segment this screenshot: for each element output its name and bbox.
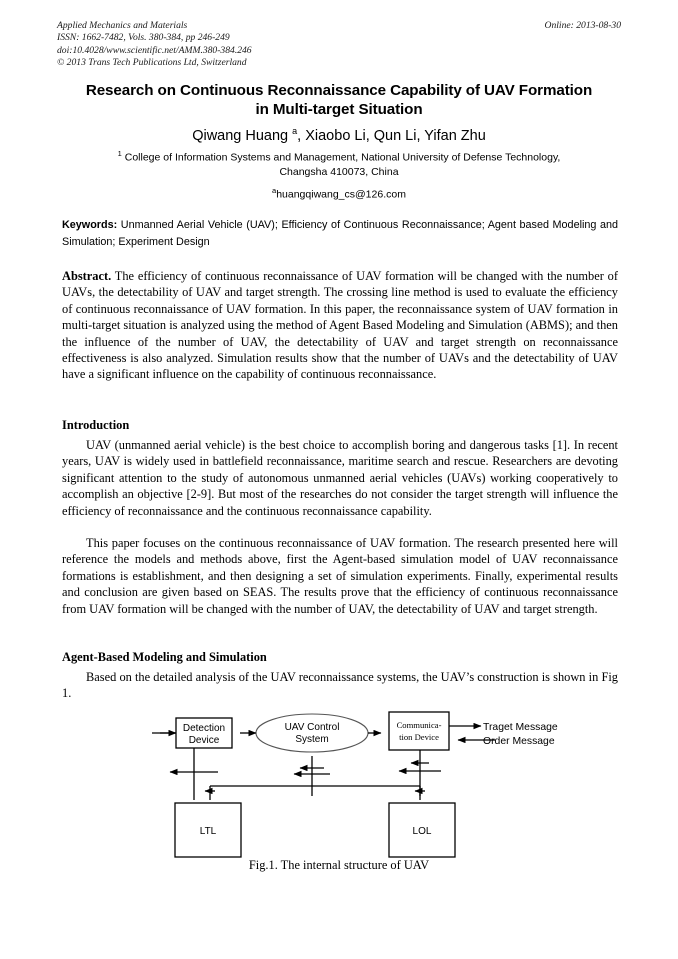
uav-control-label-line2: System [295, 734, 329, 745]
uav-control-label-line1: UAV Control [284, 722, 340, 733]
detection-device-label-line2: Device [188, 735, 220, 746]
ltl-label: LTL [199, 826, 217, 837]
email-address: huangqiwang_cs@126.com [276, 188, 406, 201]
communication-device-label-line1: Communica- [396, 720, 442, 730]
abstract-text: The efficiency of continuous reconnaissance of UAV formation will be changed with the number of UAVs, the detectability of UAV and target strength. The crossing line method is used to evaluate the efficiency of continuous reconnaissance of UAV formation. In this paper, the reconnaissance system of UAV formation in multi-target situation is analyzed using the method of Agent Based Modeling and Simulation (ABMS); and then the influence of the number of UAV, the detectability of UAV and target strength on reconnaissance effectiveness is also analyzed. Simulation results show that the number of UAVs and the detectability of UAV have a significant influence on the capability of continuous reconnaissance. [62, 269, 618, 382]
journal-issn: ISSN: 1662-7482, Vols. 380-384, pp 246-249 [57, 32, 230, 44]
journal-doi: doi:10.4028/www.scientific.net/AMM.380-384.246 [57, 44, 252, 56]
author-email [57, 184, 621, 202]
email-marker: a [272, 186, 277, 195]
keywords-block [62, 217, 618, 250]
journal-name: Applied Mechanics and Materials [57, 20, 188, 31]
node-ltl [175, 803, 241, 857]
author-names-first: Qiwang Huang [192, 127, 293, 144]
author-footnote-marker: a [292, 126, 298, 136]
author-list [57, 122, 621, 145]
author-names-rest: , Xiaobo Li, Qun Li, Yifan Zhu [297, 127, 486, 144]
page-title [57, 81, 621, 119]
affiliation [72, 147, 606, 180]
journal-copyright: © 2013 Trans Tech Publications Ltd, Switzerland [57, 56, 247, 68]
communication-device-label-line2: tion Device [399, 732, 439, 742]
affiliation-line-2: Changsha 410073, China [279, 166, 399, 178]
abms-paragraph-1: Based on the detailed analysis of the UAV reconnaissance systems, the UAV’s construction is shown in Fig 1. [62, 670, 618, 701]
node-lol [389, 803, 455, 857]
section-heading-introduction: Introduction [62, 418, 130, 432]
keywords-label: Keywords: [62, 219, 118, 231]
introduction-paragraph-2: This paper focuses on the continuous reconnaissance of UAV formation. The research presented here will reference the models and methods above, first the Agent-based simulation model of UAV reconnaissance formations is establishment, and then designing a set of simulation experiments. Finally, experimental results and conclusion are given based on SEAS. The results prove that the efficiency of continuous reconnaissance from UAV formation will be changed with the number of UAV, the detectability of UAV and target strength. [62, 536, 618, 616]
node-detection-device [176, 718, 232, 748]
node-uav-control-system [256, 714, 368, 752]
abstract-block [62, 268, 618, 383]
abstract-label: Abstract. [62, 269, 112, 283]
keywords-text: Unmanned Aerial Vehicle (UAV); Efficiency of Continuous Reconnaissance; Agent based Modeling and Simulation; Experiment Design [62, 219, 618, 248]
section-heading-abms: Agent-Based Modeling and Simulation [62, 650, 267, 664]
order-message-label: Order Message [483, 736, 555, 747]
title-line-2: in Multi-target Situation [255, 101, 423, 118]
node-communication-device [389, 712, 449, 750]
affiliation-marker: 1 [117, 149, 122, 158]
title-line-1: Research on Continuous Reconnaissance Capability of UAV Formation [85, 82, 593, 99]
introduction-paragraph-1: UAV (unmanned aerial vehicle) is the best choice to accomplish boring and dangerous tasks [1]. In recent years, UAV is widely used in battlefield reconnaissance, maritime search and rescue. Researchers are devoting significant attention to the study of autonomous unmanned aerial vehicles (UAVs) working cooperatively to accomplish an objective [2-9]. But most of the researches do not consider the target strength will influence the efficiency of reconnaissance and the continuous reconnaissance capability. [62, 438, 618, 518]
figure-1-caption: Fig.1. The internal structure of UAV [248, 858, 430, 872]
online-date: Online: 2013-08-30 [544, 20, 621, 31]
detection-device-label-line1: Detection [182, 723, 226, 734]
affiliation-line-1: College of Information Systems and Management, National University of Defense Technology, [121, 151, 561, 164]
journal-header [57, 20, 621, 69]
lol-label: LOL [412, 826, 432, 837]
target-message-label: Traget Message [483, 722, 558, 733]
